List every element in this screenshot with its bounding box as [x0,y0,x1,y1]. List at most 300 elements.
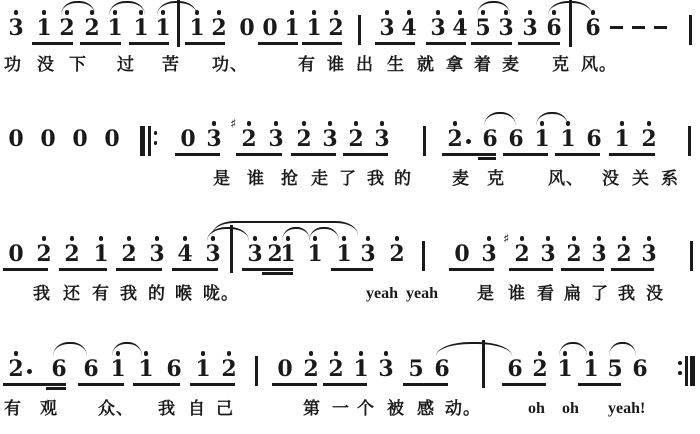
lyric-syllable: 就 [417,55,435,74]
lyric-syllable: 有 [4,399,22,418]
beam-line [449,268,494,271]
digit: 3 [149,241,165,267]
note-digit [616,242,632,266]
lyric-syllable: 感 [417,399,435,418]
digit: 1 [353,356,369,382]
note-digit [189,16,205,40]
digit: 2 [566,241,582,267]
octave-dot [572,236,576,241]
lyric-syllable: yeah! [608,400,646,417]
note-digit [546,16,562,40]
digit: 0 [40,126,56,152]
tie-slur [536,112,568,126]
octave-dot [520,236,524,241]
digit: 1 [306,15,322,41]
rest-note [239,16,255,40]
lyric-syllable: 功 [4,55,22,74]
digit: 2 [267,241,283,267]
beam-line [236,153,282,156]
note-digit [221,357,237,381]
digit: 2 [348,126,364,152]
note-digit [166,357,182,381]
lyric-syllable: 风、 [548,169,584,188]
note-digit [155,16,171,40]
digit: 1 [336,241,352,267]
rest-note [8,242,24,266]
octave-dot [647,121,651,126]
octave-dot [247,121,251,126]
rest-note [277,357,293,381]
digit: 6 [586,126,602,152]
beam-line [262,272,293,275]
digit: 3 [247,241,263,267]
beam-line [291,153,336,156]
octave-dot [309,351,313,356]
digit: 1 [138,356,154,382]
note-digit [93,242,109,266]
digit: 4 [401,15,417,41]
digit: 0 [454,241,470,267]
digit: 2 [84,15,100,41]
octave-dot [183,236,187,241]
note-digit [328,16,344,40]
digit: 1 [280,241,296,267]
note-digit [195,357,211,381]
digit: 1 [583,356,599,382]
note-digit [211,16,227,40]
tie-slur [157,1,197,15]
rest-note [40,127,56,151]
note-digit [503,232,530,267]
octave-dot [14,351,18,356]
note-digit [230,117,257,152]
digit: 6 [166,356,182,382]
note-digit [51,357,67,381]
beam-line [175,153,220,156]
note-digit [507,357,523,381]
octave-dot [302,121,306,126]
note-digit [482,127,498,151]
beam-line [331,268,373,271]
note-digit [532,357,548,381]
note-digit [353,357,369,381]
beam-line [555,153,600,156]
note-digit [557,357,573,381]
octave-dot [597,236,601,241]
lyric-syllable: 出 [356,55,374,74]
lyric-syllable: 关 [632,169,650,188]
beam-line [116,268,162,271]
repeat-dot [678,361,682,365]
sharp-sign: ♯ [503,232,510,247]
note-digit [374,127,390,151]
digit: 3 [430,15,446,41]
octave-dot [14,10,18,15]
beam-line [375,42,415,45]
digit: 3 [268,126,284,152]
note-digit [84,16,100,40]
octave-dot [328,121,332,126]
repeat-close-thick-bar [690,356,695,386]
digit: 2 [641,126,657,152]
octave-dot [458,10,462,15]
digit: 1 [107,15,123,41]
lyric-syllable: 扁 [564,284,582,303]
note-digit [110,357,126,381]
note-digit [475,16,491,40]
digit: 2 [303,356,319,382]
note-digit [348,127,364,151]
tie-slur [109,1,145,15]
note-digit [247,242,263,266]
tie-slur [112,342,142,356]
beam-line [426,42,466,45]
digit: 1 [534,126,550,152]
octave-dot [647,236,651,241]
repeat-open-thick-bar [140,126,145,156]
note-digit [389,242,405,266]
note-digit [378,357,394,381]
digit: 3 [378,356,394,382]
lyric-syllable: 了 [339,169,357,188]
note-digit [540,242,556,266]
barline [255,356,258,386]
sharp-sign: ♯ [230,117,237,132]
beam-line [403,383,448,386]
note-digit [452,16,468,40]
beam-line [272,383,317,386]
note-digit [8,357,24,381]
beam-line [343,153,388,156]
octave-dot [155,236,159,241]
lyric-syllable: 己 [216,399,234,418]
lyric-syllable: 我 [33,284,51,303]
digit: 5 [408,356,424,382]
note-digit [379,16,395,40]
lyric-syllable: oh [528,400,545,417]
digit: 6 [585,15,601,41]
note-digit [59,16,75,40]
digit: 2 [296,126,312,152]
lyric-syllable: 自 [188,399,206,418]
digit: 0 [239,15,255,41]
note-digit [360,242,376,266]
lyric-syllable: 我 [158,399,176,418]
digit: 6 [546,15,562,41]
repeat-dot [154,131,158,135]
digit: 1 [189,15,205,41]
lyric-syllable: yeah [406,285,438,302]
octave-dot [334,10,338,15]
note-digit [177,242,193,266]
repeat-open-thin-bar [148,126,151,156]
octave-dot [436,10,440,15]
note-digit [498,16,514,40]
note-digit [133,16,149,40]
lyric-syllable: 没 [646,284,664,303]
tie-slur [484,112,516,126]
digit: 1 [93,241,109,267]
lyric-syllable: 是 [213,169,231,188]
digit: 3 [322,126,338,152]
octave-dot [312,10,316,15]
digit: 1 [614,126,630,152]
lyric-syllable: 的 [394,169,412,188]
digit: 0 [8,126,24,152]
lyric-syllable: 着 [474,55,492,74]
beam-line [302,42,342,45]
digit: 2 [328,15,344,41]
octave-dot [538,351,542,356]
note-digit [508,127,524,151]
note-digit [447,127,463,151]
barline [690,241,693,271]
lyric-syllable: 谁 [247,169,265,188]
lyric-syllable: 看 [537,284,555,303]
digit: 6 [507,356,523,382]
digit: 3 [374,126,390,152]
beam-line [502,383,546,386]
note-digit [284,16,300,40]
lyric-syllable: 拿 [446,55,464,74]
digit: 1 [36,15,52,41]
octave-dot [42,10,46,15]
lyric-syllable: 被 [387,399,405,418]
note-digit [522,16,538,40]
repeat-close-thin-bar [685,356,688,386]
lyric-syllable: 一 [332,399,350,418]
digit: 0 [277,356,293,382]
digit: 4 [177,241,193,267]
beam-line [32,42,73,45]
lyric-syllable: 有 [298,55,316,74]
tie-slur [436,342,512,356]
beam-line [46,387,66,390]
note-digit [641,242,657,266]
lyric-syllable: 抢 [281,169,299,188]
lyric-syllable: 走 [311,169,329,188]
digit: 0 [72,126,88,152]
digit: 5 [475,15,491,41]
octave-dot [227,351,231,356]
digit: 1 [133,15,149,41]
tie-slur [53,342,87,356]
digit: 2 [389,241,405,267]
octave-dot [217,10,221,15]
note-digit [408,357,424,381]
beam-line [503,153,548,156]
lyric-syllable: 咙。 [203,284,239,303]
lyric-syllable: 还 [63,284,81,303]
octave-dot [212,121,216,126]
lyric-syllable: 谁 [327,55,345,74]
note-digit [322,127,338,151]
octave-dot [290,10,294,15]
lyric-syllable: 是 [477,284,495,303]
lyric-syllable: 我 [618,284,636,303]
lyric-syllable: 的 [148,284,166,303]
note-digit [566,242,582,266]
digit: 6 [83,356,99,382]
beam-line [478,157,496,160]
tie-slur [609,342,636,356]
beam-line [442,153,496,156]
note-digit [64,242,80,266]
octave-dot [144,351,148,356]
digit: 3 [591,241,607,267]
octave-dot [395,236,399,241]
note-digit [149,242,165,266]
digit: 4 [452,15,468,41]
digit: 2 [121,241,137,267]
digit: 1 [195,356,211,382]
octave-dot [453,121,457,126]
lyric-syllable: 没 [602,169,620,188]
note-digit [434,357,450,381]
note-digit [36,16,52,40]
beam-line [190,383,235,386]
beam-line [609,153,655,156]
digit: 2 [241,126,257,152]
beam-line [172,268,218,271]
digit: 3 [360,241,376,267]
lyric-syllable: 众、 [98,399,134,418]
tie-slur [61,1,95,15]
note-digit [401,16,417,40]
note-digit [641,127,657,151]
beam-line [185,42,225,45]
beam-line [323,383,367,386]
note-digit [586,127,602,151]
beam-line [471,42,512,45]
duration-dash [610,26,623,29]
lyric-syllable: 动。 [445,399,481,418]
lyric-syllable: 我 [120,284,138,303]
note-digit [83,357,99,381]
digit: 2 [8,356,24,382]
octave-dot [380,121,384,126]
beam-line [3,383,66,386]
digit: 3 [379,15,395,41]
note-digit [296,127,312,151]
note-digit [306,16,322,40]
lyric-syllable: 喉 [175,284,193,303]
lyric-syllable: 第 [303,399,321,418]
tie-slur [548,1,592,15]
barline [688,126,691,156]
beam-line [133,383,180,386]
digit: 2 [447,126,463,152]
lyric-syllable: 个 [357,399,375,418]
note-digit [303,357,319,381]
digit: 6 [434,356,450,382]
barline [422,241,425,271]
octave-dot [384,351,388,356]
note-digit [632,357,648,381]
lyric-syllable: 麦 [452,169,470,188]
tie-slur [477,1,510,15]
digit: 3 [498,15,514,41]
lyric-syllable: 有 [92,284,110,303]
digit: 1 [284,15,300,41]
lyric-syllable: 风。 [581,55,617,74]
octave-dot [385,10,389,15]
lyric-syllable: 苦 [162,55,180,74]
note-digit [591,242,607,266]
lyric-syllable: 下 [69,55,87,74]
note-digit [206,127,222,151]
digit: 2 [221,356,237,382]
lyric-syllable: 麦 [502,55,520,74]
digit: 3 [540,241,556,267]
digit: 1 [110,356,126,382]
digit: 2 [64,241,80,267]
lyric-syllable: 克 [552,55,570,74]
beam-line [3,268,48,271]
rest-note [262,16,278,40]
digit: 1 [155,15,171,41]
octave-dot [546,236,550,241]
augmentation-dot [27,369,32,374]
note-digit [138,357,154,381]
duration-dash [632,26,645,29]
digit: 1 [560,126,576,152]
lyric-syllable: 过 [117,55,135,74]
digit: 2 [59,15,75,41]
digit: 2 [616,241,632,267]
octave-dot [99,236,103,241]
note-digit [8,16,24,40]
lyric-syllable: 生 [387,55,405,74]
lyric-syllable: 了 [591,284,609,303]
octave-dot [589,351,593,356]
barline [423,126,426,156]
digit: 2 [532,356,548,382]
rest-note [104,127,120,151]
beam-line [59,268,107,271]
note-digit [481,242,497,266]
lyric-syllable: 功、 [212,55,248,74]
octave-dot [407,10,411,15]
digit: 6 [632,356,648,382]
note-digit [107,16,123,40]
digit: 6 [482,126,498,152]
beam-line [258,42,298,45]
digit: 6 [508,126,524,152]
lyric-syllable: 谁 [508,284,526,303]
note-digit [268,127,284,151]
digit: 2 [514,241,530,267]
digit: 1 [307,241,323,267]
beam-line [611,268,654,271]
digit: 3 [8,15,24,41]
beam-line [129,42,169,45]
octave-dot [42,236,46,241]
digit: 3 [481,241,497,267]
note-digit [614,127,630,151]
repeat-dot [678,371,682,375]
digit: 1 [557,356,573,382]
digit: 2 [211,15,227,41]
octave-dot [359,351,363,356]
note-digit [534,127,550,151]
beam-line [578,383,621,386]
beam-line [78,383,124,386]
beam-line [561,268,604,271]
digit: 5 [607,356,623,382]
rest-note [72,127,88,151]
digit: 3 [641,241,657,267]
